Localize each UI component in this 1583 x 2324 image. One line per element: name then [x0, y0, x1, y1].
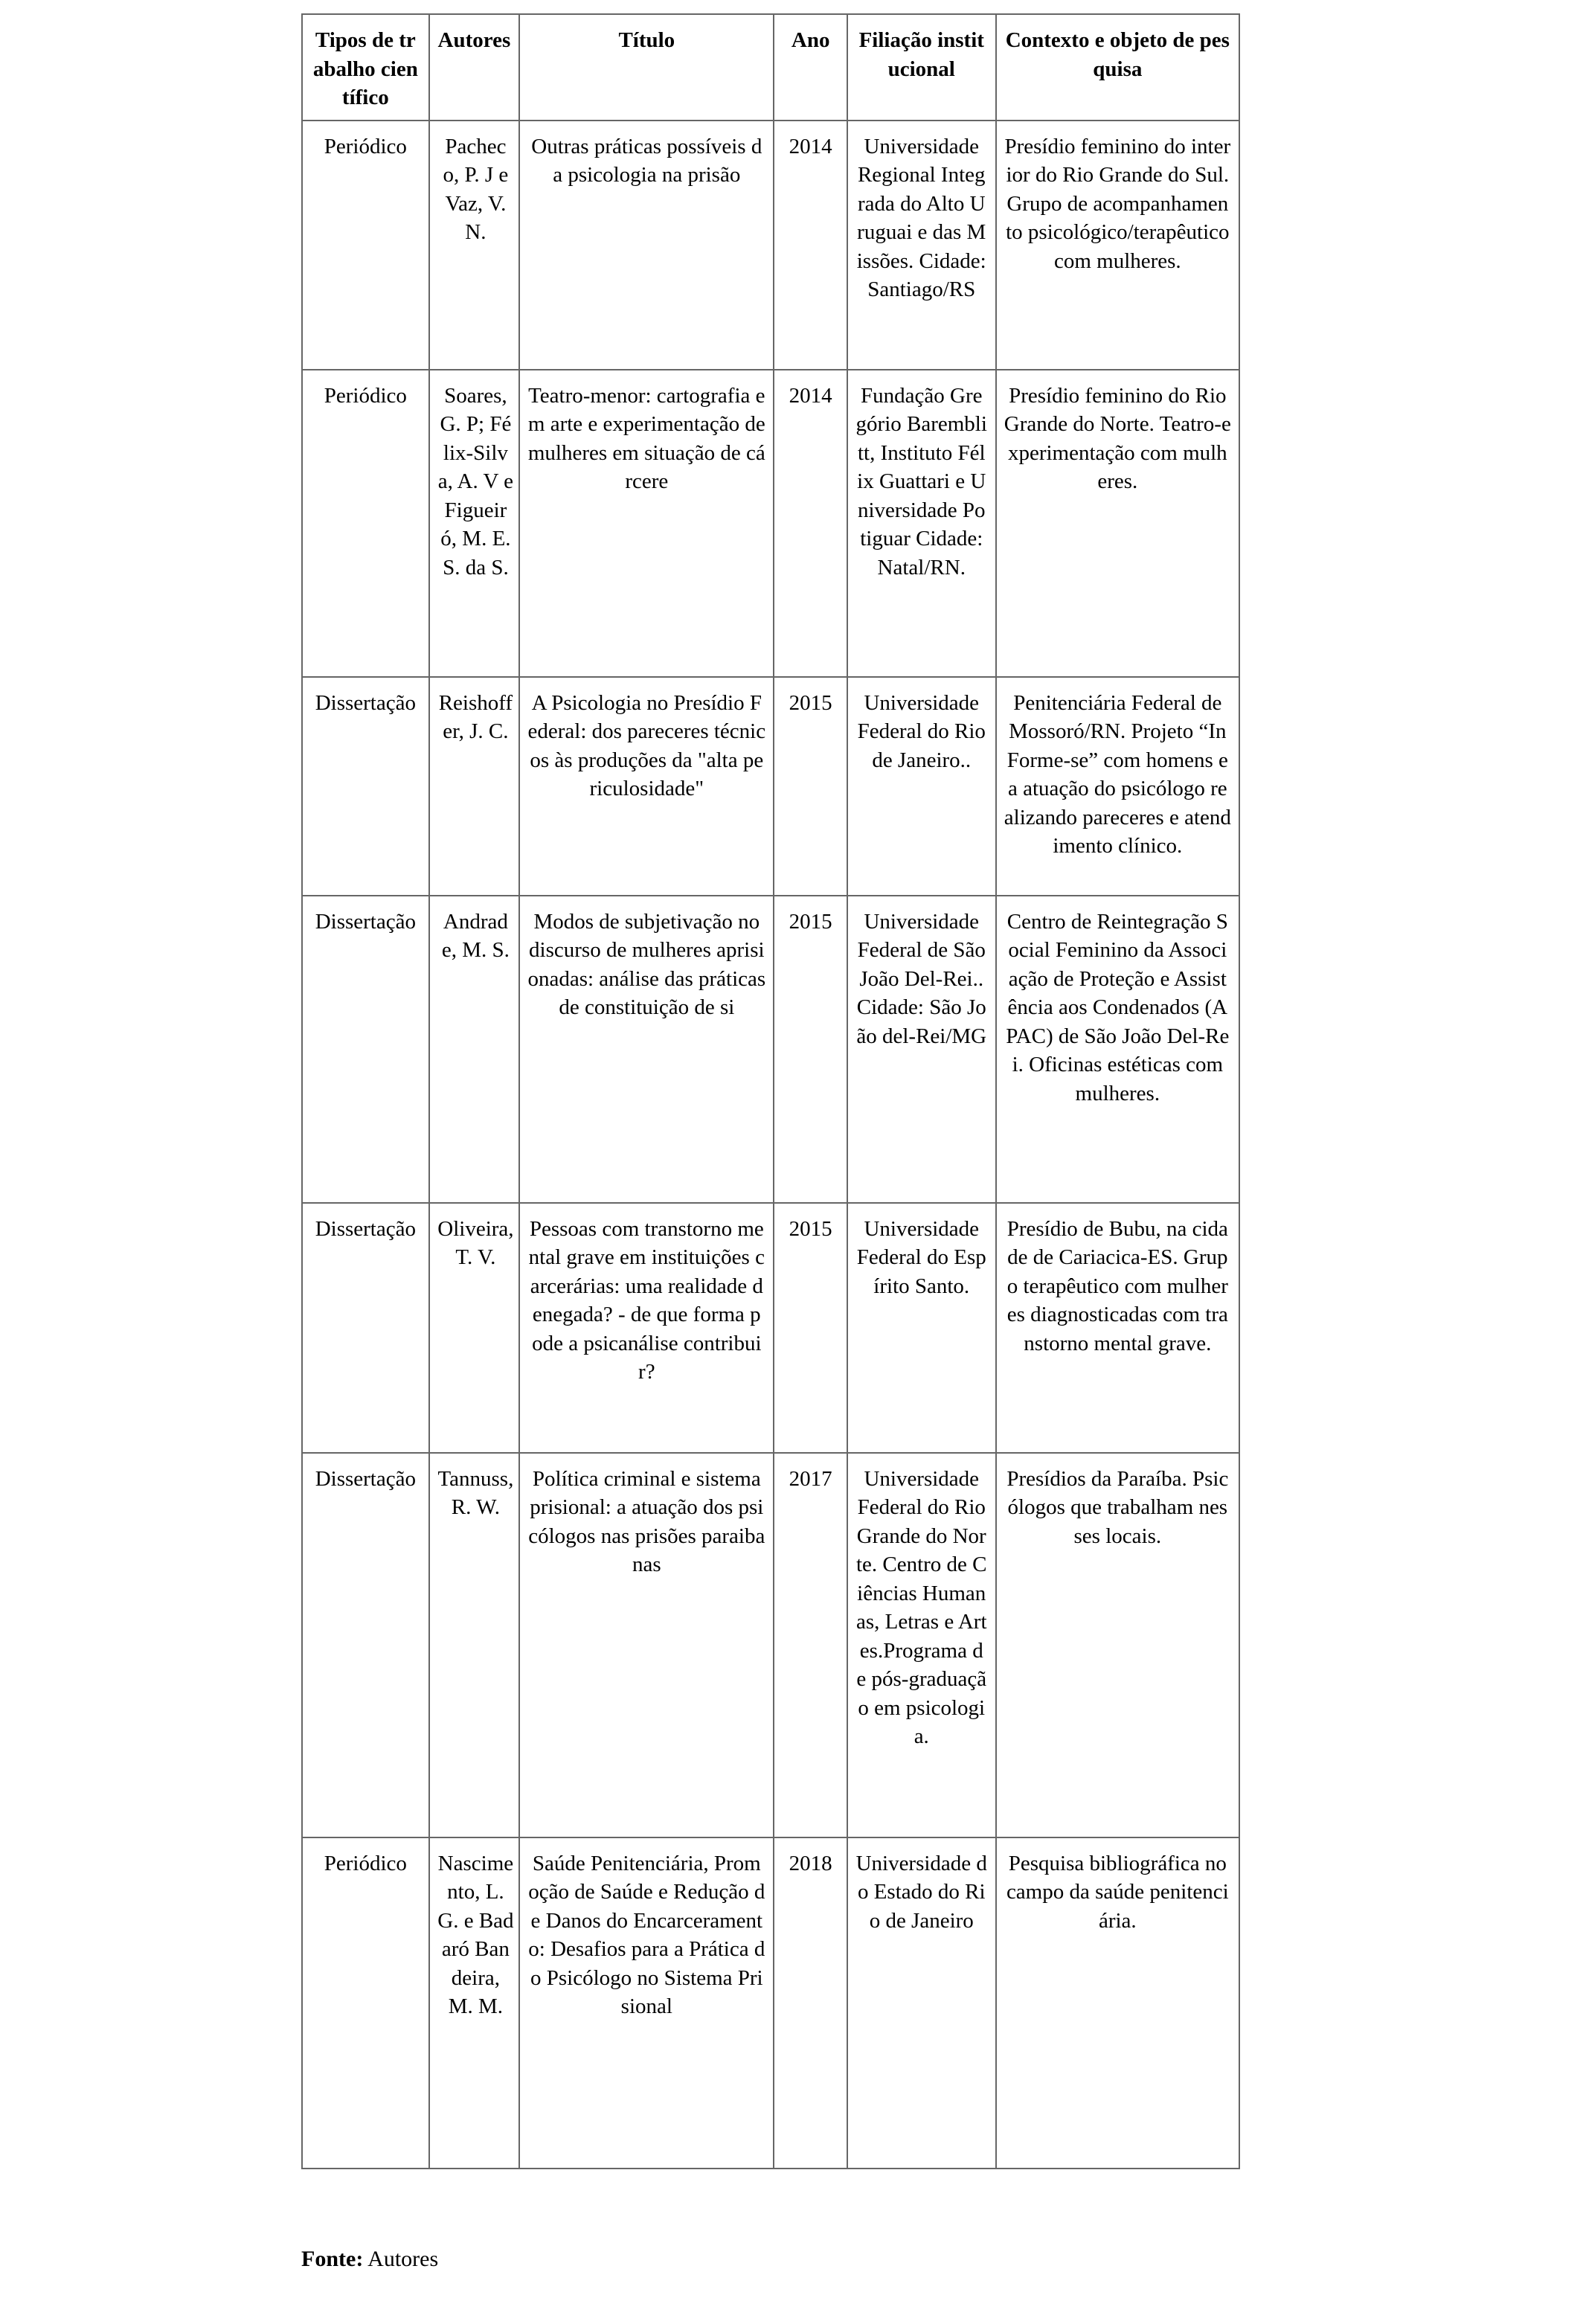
table-row: [302, 1453, 1239, 1837]
cell-autores: Reishoffer, J. C.: [429, 677, 519, 896]
table-row: [302, 121, 1239, 370]
cell-filiacao: Universidade Federal do Espírito Santo.: [847, 1203, 996, 1453]
header-tipo: Tipos de trabalho científico: [302, 14, 429, 121]
cell-ano: 2014: [774, 121, 847, 370]
header-contexto: Contexto e objeto de pesquisa: [996, 14, 1239, 121]
cell-tipo: Periódico: [302, 1837, 429, 2169]
cell-titulo: Modos de subjetivação no discurso de mulheres aprisionadas: análise das práticas de constituição de si: [519, 896, 774, 1203]
cell-tipo: Periódico: [302, 370, 429, 677]
cell-tipo: Dissertação: [302, 1203, 429, 1453]
cell-ano: 2015: [774, 677, 847, 896]
cell-filiacao: Universidade Federal de São João Del-Rei.. Cidade: São João del-Rei/MG: [847, 896, 996, 1203]
cell-filiacao: Universidade Regional Integrada do Alto Uruguai e das Missões. Cidade: Santiago/RS: [847, 121, 996, 370]
cell-contexto: Pesquisa bibliográfica no campo da saúde penitenciária.: [996, 1837, 1239, 2169]
cell-ano: 2014: [774, 370, 847, 677]
table-row: [302, 1203, 1239, 1453]
research-table: [301, 13, 1240, 2169]
cell-filiacao: Fundação Gregório Baremblitt, Instituto Félix Guattari e Universidade Potiguar Cidade: Natal/RN.: [847, 370, 996, 677]
table-row: [302, 677, 1239, 896]
cell-titulo: A Psicologia no Presídio Federal: dos pareceres técnicos às produções da "alta periculosidade": [519, 677, 774, 896]
cell-titulo: Política criminal e sistema prisional: a atuação dos psicólogos nas prisões paraibanas: [519, 1453, 774, 1837]
cell-autores: Pacheco, P. J e Vaz, V. N.: [429, 121, 519, 370]
cell-titulo: Saúde Penitenciária, Promoção de Saúde e Redução de Danos do Encarceramento: Desafios para a Prática do Psicólogo no Sistema Prisional: [519, 1837, 774, 2169]
table-row: [302, 896, 1239, 1203]
cell-contexto: Penitenciária Federal de Mossoró/RN. Projeto “InForme-se” com homens e a atuação do psicólogo realizando pareceres e atendimento clínico.: [996, 677, 1239, 896]
cell-filiacao: Universidade Federal do Rio Grande do Norte. Centro de Ciências Humanas, Letras e Artes.Programa de pós-graduação em psicologia.: [847, 1453, 996, 1837]
cell-autores: Andrade, M. S.: [429, 896, 519, 1203]
header-autores: Autores: [429, 14, 519, 121]
cell-ano: 2015: [774, 1203, 847, 1453]
source-value: Autores: [367, 2247, 439, 2271]
cell-tipo: Dissertação: [302, 677, 429, 896]
cell-contexto: Presídio de Bubu, na cidade de Cariacica-ES. Grupo terapêutico com mulheres diagnosticadas com transtorno mental grave.: [996, 1203, 1239, 1453]
cell-contexto: Presídio feminino do interior do Rio Grande do Sul. Grupo de acompanhamento psicológico/terapêutico com mulheres.: [996, 121, 1239, 370]
header-ano: Ano: [774, 14, 847, 121]
cell-tipo: Periódico: [302, 121, 429, 370]
cell-titulo: Teatro-menor: cartografia em arte e experimentação de mulheres em situação de cárcere: [519, 370, 774, 677]
cell-contexto: Presídios da Paraíba. Psicólogos que trabalham nesses locais.: [996, 1453, 1239, 1837]
cell-filiacao: Universidade Federal do Rio de Janeiro..: [847, 677, 996, 896]
cell-tipo: Dissertação: [302, 1453, 429, 1837]
cell-autores: Nascimento, L. G. e Badaró Bandeira, M. M.: [429, 1837, 519, 2169]
cell-ano: 2018: [774, 1837, 847, 2169]
cell-contexto: Centro de Reintegração Social Feminino da Associação de Proteção e Assistência aos Condenados (APAC) de São João Del-Rei. Oficinas estéticas com mulheres.: [996, 896, 1239, 1203]
cell-titulo: Pessoas com transtorno mental grave em instituições carcerárias: uma realidade denegada? - de que forma pode a psicanálise contribuir?: [519, 1203, 774, 1453]
cell-titulo: Outras práticas possíveis da psicologia na prisão: [519, 121, 774, 370]
cell-contexto: Presídio feminino do Rio Grande do Norte. Teatro-experimentação com mulheres.: [996, 370, 1239, 677]
cell-autores: Soares, G. P; Félix-Silva, A. V e Figueiró, M. E. S. da S.: [429, 370, 519, 677]
header-titulo: Título: [519, 14, 774, 121]
table-row: [302, 1837, 1239, 2169]
source-label: Fonte:: [301, 2247, 364, 2271]
cell-autores: Oliveira, T. V.: [429, 1203, 519, 1453]
cell-ano: 2015: [774, 896, 847, 1203]
table-row: [302, 370, 1239, 677]
cell-filiacao: Universidade do Estado do Rio de Janeiro: [847, 1837, 996, 2169]
header-filiacao: Filiação institucional: [847, 14, 996, 121]
cell-tipo: Dissertação: [302, 896, 429, 1203]
table-header-row: [302, 14, 1239, 121]
cell-autores: Tannuss, R. W.: [429, 1453, 519, 1837]
source-note: [301, 2245, 438, 2273]
cell-ano: 2017: [774, 1453, 847, 1837]
